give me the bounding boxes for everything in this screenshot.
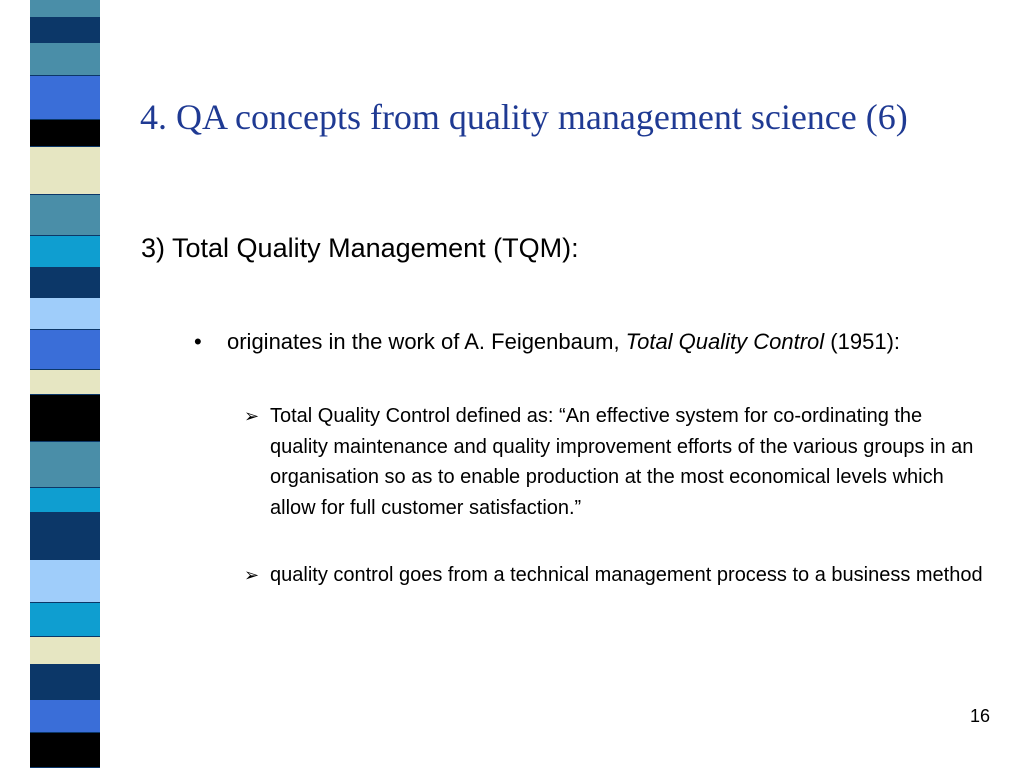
decorative-stripe [30,603,100,637]
decorative-stripe [30,665,100,700]
bullet-text-after: (1951): [824,329,901,354]
slide-title: 4. QA concepts from quality management science (6) [140,97,908,137]
arrow-bullet-icon: ➢ [244,406,260,426]
decorative-stripe [30,120,100,147]
decorative-stripe [30,733,100,768]
section-heading: 3) Total Quality Management (TQM): [141,233,579,263]
bullet-item [194,326,954,357]
decorative-stripe [30,513,100,560]
arrow-bullet-icon: ➢ [244,565,260,585]
decorative-stripe [30,330,100,370]
bullet-text [227,326,917,357]
decorative-stripe [30,147,100,195]
sub-bullet-text: quality control goes from a technical management process to a business method [270,564,983,586]
decorative-stripe [30,76,100,120]
decorative-stripe [30,298,100,330]
decorative-stripe [30,637,100,665]
decorative-stripe [30,370,100,395]
bullet-text-italic: Total Quality Control [625,329,825,354]
bullet-marker: • [194,329,202,354]
decorative-stripe [30,268,100,298]
decorative-stripe [30,236,100,268]
sub-bullet-item [244,401,994,523]
sub-bullet-text: Total Quality Control defined as: “An effective system for co-ordinating the quality maintenance and quality improvement efforts of the various groups in an organisation so as to enable production at the most economical levels which allow for full customer satisfaction.” [270,405,974,519]
decorative-color-strip [30,0,100,768]
slide-number: 16 [969,706,990,726]
decorative-stripe [30,195,100,236]
decorative-stripe [30,18,100,43]
sub-bullet-item [244,560,994,591]
decorative-stripe [30,395,100,442]
decorative-stripe [30,488,100,513]
decorative-stripe [30,560,100,603]
decorative-stripe [30,43,100,76]
bullet-text-before: originates in the work of A. Feigenbaum, [227,329,626,354]
decorative-stripe [30,442,100,488]
decorative-stripe [30,0,100,18]
decorative-stripe [30,700,100,733]
